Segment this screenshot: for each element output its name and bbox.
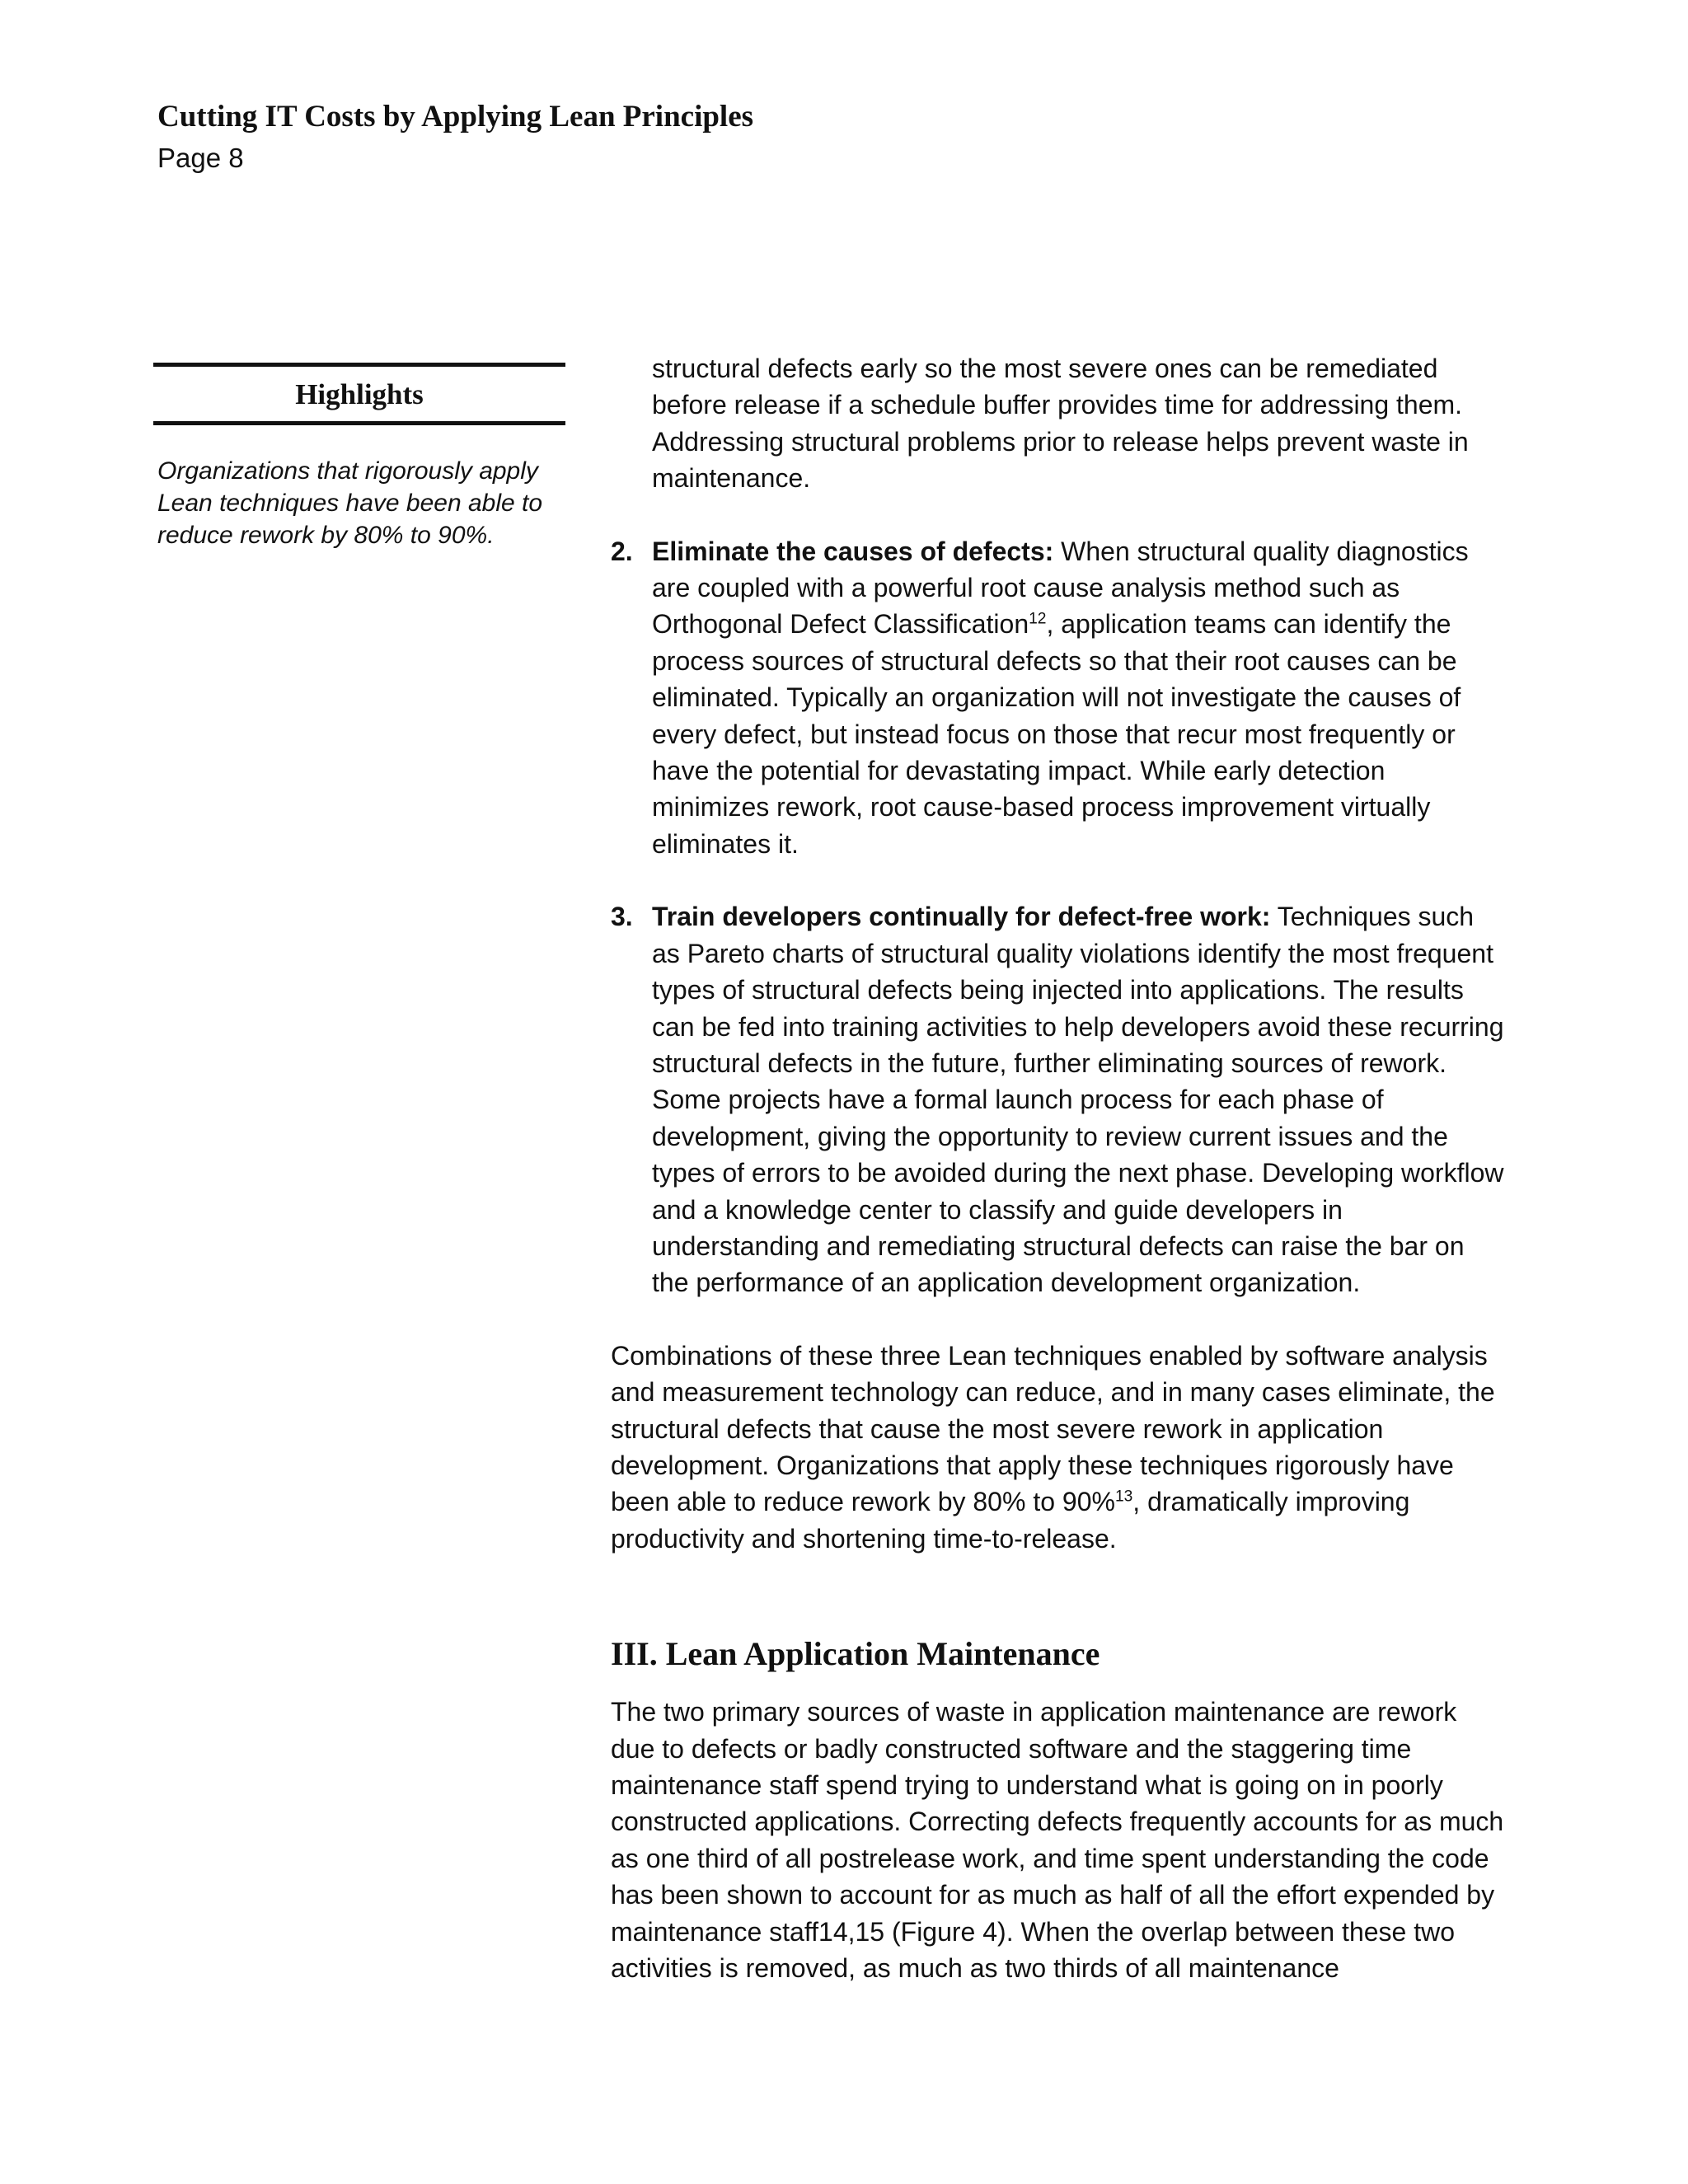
- list-item-text: Techniques such as Pareto charts of structural quality violations identify the most frequent types of structural defects being injected into applications. The results can be fed into training activities to help developers avoid these recurring structural defects in the future, further eliminating sources of rework. Some projects have a formal launch process for each phase of development, giving the opportunity to review current issues and the types of errors to be avoided during the next phase. Developing workflow and a knowledge center to classify and guide developers in understanding and remediating structural defects can raise the bar on the performance of an application development organization.: [652, 902, 1504, 1298]
- section-heading: III. Lean Application Maintenance: [611, 1635, 1100, 1673]
- continued-paragraph: structural defects early so the most severe ones can be remediated before release if a schedule buffer provides time for addressing them. Addressing structural problems prior to release helps prevent waste in maintenance.: [652, 354, 1469, 494]
- list-number: 3.: [611, 902, 633, 932]
- list-item-lead: Eliminate the causes of defects:: [652, 536, 1054, 566]
- footnote-ref: 12: [1029, 610, 1047, 628]
- list-item: [611, 533, 1505, 863]
- list-item-lead: Train developers continually for defect-free work:: [652, 902, 1271, 932]
- numbered-list: [611, 533, 1505, 1301]
- document-title: Cutting IT Costs by Applying Lean Principles: [157, 100, 754, 134]
- highlights-sidebar: [153, 363, 565, 551]
- main-content: [611, 350, 1505, 1986]
- combinations-text: Combinations of these three Lean techniques enabled by software analysis and measurement technology can reduce, and in many cases eliminate, the structural defects that cause the most severe rework in application development. Organizations that apply these techniques rigorously have been able to reduce rework by 80% to 90%: [611, 1340, 1495, 1517]
- highlight-text: Organizations that rigorously apply Lean techniques have been able to reduce rework by 80% to 90%.: [157, 457, 543, 549]
- list-item-text-cont: , application teams can identify the process sources of structural defects so that their root causes can be eliminated. Typically an organization will not investigate the causes of every defect, but instead focus on those that recur most frequently or have the potential for devastating impact. While early detection minimizes rework, root cause-based process improvement virtually eliminates it.: [652, 609, 1461, 859]
- sidebar-bottom-rule: [153, 421, 565, 425]
- list-item-text: When structural quality diagnostics are coupled with a powerful root cause analysis method such as Orthogonal Defect Classification: [652, 536, 1469, 640]
- combinations-paragraph: [611, 1338, 1505, 1557]
- footnote-ref: 13: [1114, 1488, 1133, 1506]
- page-header: [157, 96, 753, 176]
- page-number: Page 8: [157, 143, 244, 173]
- section-paragraph: The two primary sources of waste in application maintenance are rework due to defects or badly constructed software and the staggering time maintenance staff spend trying to understand what is going on in poorly constructed applications. Correcting defects frequently accounts for as much as one third of all postrelease work, and time spent understanding the code has been shown to account for as much as half of all the effort expended by maintenance staff14,15 (Figure 4). When the overlap between these two activities is removed, as much as two thirds of all maintenance: [611, 1697, 1504, 1984]
- list-item: [611, 898, 1505, 1301]
- list-number: 2.: [611, 536, 633, 566]
- sidebar-title: Highlights: [295, 378, 424, 410]
- combinations-text-cont: , dramatically improving productivity and shortening time-to-release.: [611, 1487, 1410, 1554]
